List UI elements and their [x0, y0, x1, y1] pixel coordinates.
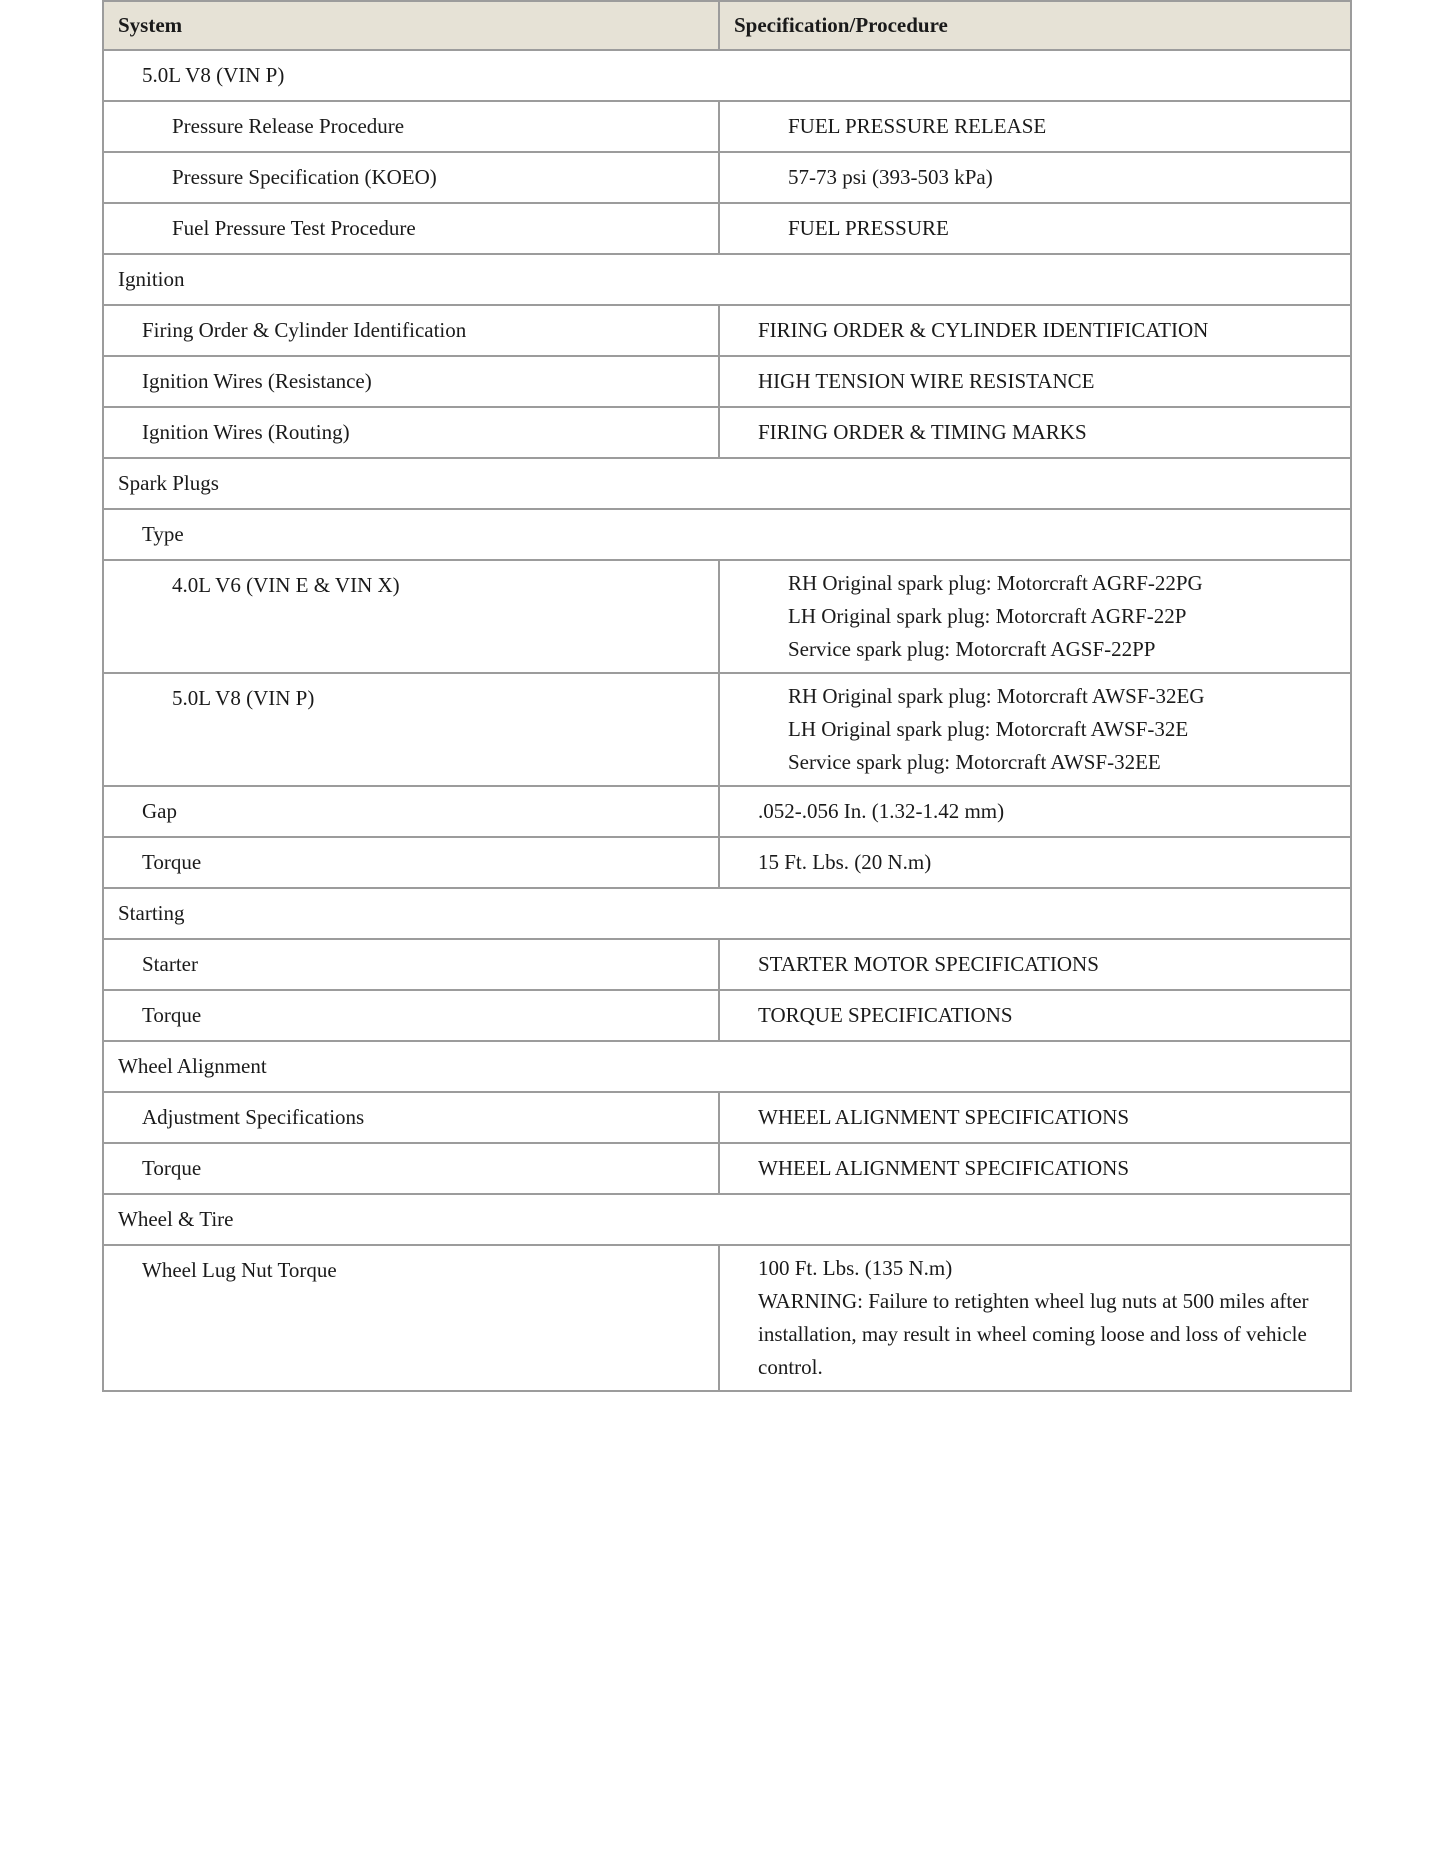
section-label: Wheel Alignment — [103, 1041, 1351, 1092]
system-cell: Ignition Wires (Routing) — [103, 407, 719, 458]
header-specification: Specification/Procedure — [719, 1, 1351, 50]
table-row — [103, 837, 1351, 888]
section-row — [103, 509, 1351, 560]
specification-line: RH Original spark plug: Motorcraft AWSF-32EG — [788, 684, 1205, 708]
system-cell: Wheel Lug Nut Torque — [103, 1245, 719, 1391]
system-cell: Pressure Specification (KOEO) — [103, 152, 719, 203]
system-cell: Pressure Release Procedure — [103, 101, 719, 152]
specification-cell: FIRING ORDER & CYLINDER IDENTIFICATION — [719, 305, 1351, 356]
header-system: System — [103, 1, 719, 50]
specification-line: Service spark plug: Motorcraft AGSF-22PP — [788, 637, 1156, 661]
table-row — [103, 990, 1351, 1041]
system-cell: Gap — [103, 786, 719, 837]
specification-line: RH Original spark plug: Motorcraft AGRF-22PG — [788, 571, 1203, 595]
table-body — [103, 50, 1351, 1391]
table-row — [103, 939, 1351, 990]
table-row — [103, 305, 1351, 356]
specification-cell: FIRING ORDER & TIMING MARKS — [719, 407, 1351, 458]
table-row — [103, 1092, 1351, 1143]
system-cell: 4.0L V6 (VIN E & VIN X) — [103, 560, 719, 673]
table-row — [103, 101, 1351, 152]
specification-cell: WHEEL ALIGNMENT SPECIFICATIONS — [719, 1143, 1351, 1194]
section-label: Type — [103, 509, 1351, 560]
table-row — [103, 356, 1351, 407]
specification-line: Service spark plug: Motorcraft AWSF-32EE — [788, 750, 1161, 774]
section-label: Spark Plugs — [103, 458, 1351, 509]
specification-line: LH Original spark plug: Motorcraft AWSF-32E — [788, 717, 1189, 741]
system-cell: Starter — [103, 939, 719, 990]
specification-cell: WHEEL ALIGNMENT SPECIFICATIONS — [719, 1092, 1351, 1143]
section-row — [103, 1041, 1351, 1092]
specification-cell: TORQUE SPECIFICATIONS — [719, 990, 1351, 1041]
specification-cell — [719, 1245, 1351, 1391]
section-label: Ignition — [103, 254, 1351, 305]
system-cell: Torque — [103, 990, 719, 1041]
table-row — [103, 152, 1351, 203]
section-label: Starting — [103, 888, 1351, 939]
section-row — [103, 1194, 1351, 1245]
specification-cell: STARTER MOTOR SPECIFICATIONS — [719, 939, 1351, 990]
section-row — [103, 50, 1351, 101]
header-row — [103, 1, 1351, 50]
specification-cell: FUEL PRESSURE RELEASE — [719, 101, 1351, 152]
table-row — [103, 407, 1351, 458]
specification-line: 100 Ft. Lbs. (135 N.m) — [758, 1256, 953, 1280]
specification-cell: 57-73 psi (393-503 kPa) — [719, 152, 1351, 203]
system-cell: Adjustment Specifications — [103, 1092, 719, 1143]
system-cell: 5.0L V8 (VIN P) — [103, 673, 719, 786]
specification-line: LH Original spark plug: Motorcraft AGRF-22P — [788, 604, 1187, 628]
section-row — [103, 888, 1351, 939]
specification-line: WARNING: Failure to retighten wheel lug nuts at 500 miles after installation, may result in wheel coming loose and loss of vehicle control. — [758, 1289, 1309, 1379]
system-cell: Torque — [103, 1143, 719, 1194]
table-row — [103, 673, 1351, 786]
specification-cell: HIGH TENSION WIRE RESISTANCE — [719, 356, 1351, 407]
system-cell: Firing Order & Cylinder Identification — [103, 305, 719, 356]
system-cell: Ignition Wires (Resistance) — [103, 356, 719, 407]
specification-cell: FUEL PRESSURE — [719, 203, 1351, 254]
system-cell: Fuel Pressure Test Procedure — [103, 203, 719, 254]
section-row — [103, 254, 1351, 305]
section-label: 5.0L V8 (VIN P) — [103, 50, 1351, 101]
table-row — [103, 786, 1351, 837]
table-row — [103, 203, 1351, 254]
system-cell: Torque — [103, 837, 719, 888]
specification-cell — [719, 673, 1351, 786]
table-row — [103, 1143, 1351, 1194]
table-row — [103, 560, 1351, 673]
table-row — [103, 1245, 1351, 1391]
section-label: Wheel & Tire — [103, 1194, 1351, 1245]
section-row — [103, 458, 1351, 509]
specification-cell: .052-.056 In. (1.32-1.42 mm) — [719, 786, 1351, 837]
specification-cell — [719, 560, 1351, 673]
specification-cell: 15 Ft. Lbs. (20 N.m) — [719, 837, 1351, 888]
spec-table — [102, 0, 1352, 1392]
